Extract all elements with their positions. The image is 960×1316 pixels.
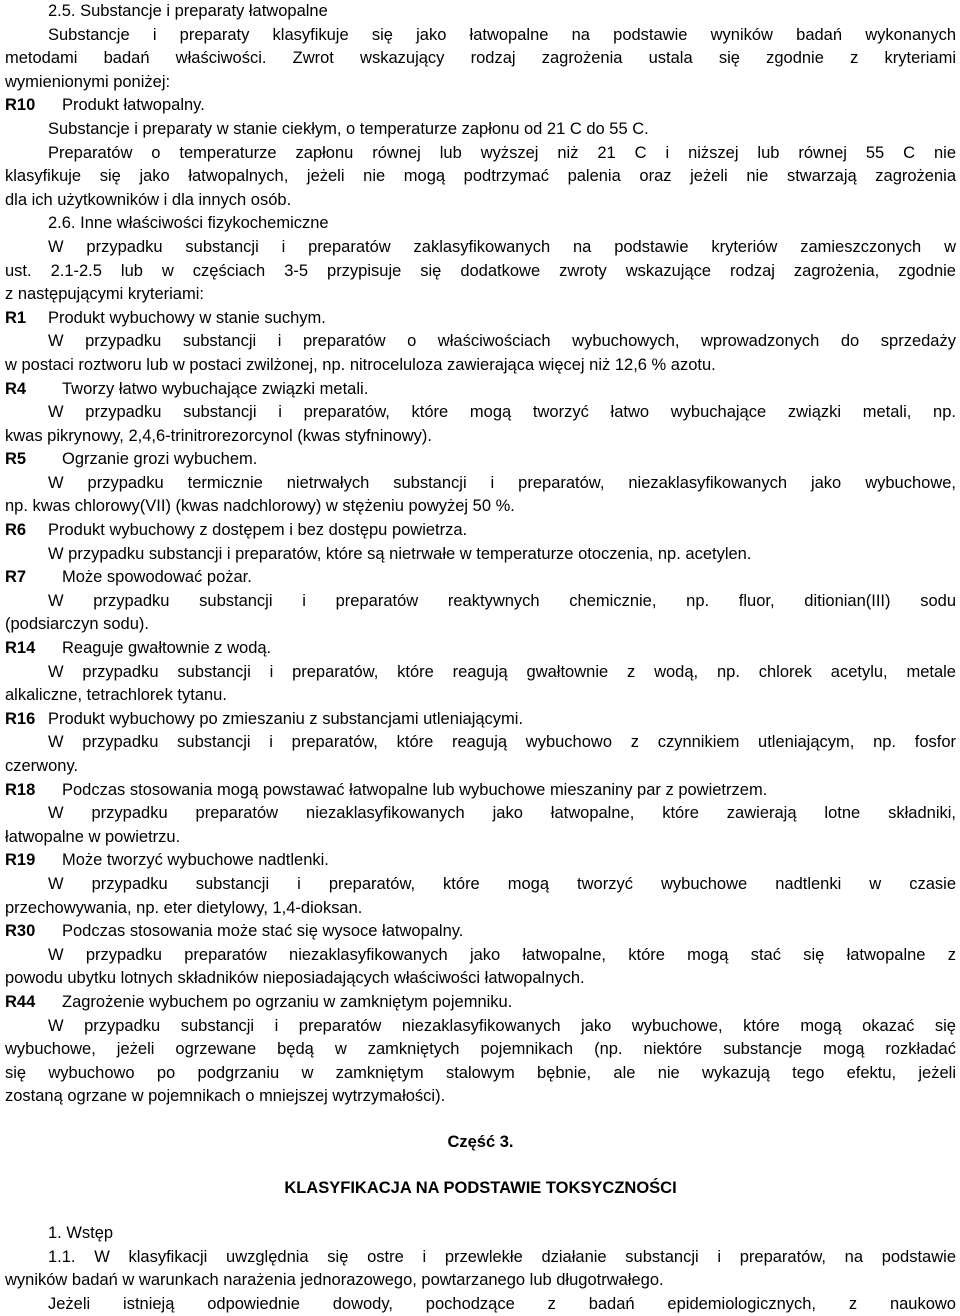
r16-label: Produkt wybuchowy po zmieszaniu z substancjami utleniającymi.	[48, 709, 524, 728]
r10-paragraph-line: dla ich użytkowników i dla innych osób.	[5, 190, 292, 209]
r4-code: R4	[5, 379, 27, 398]
r44-label: Zagrożenie wybuchem po ogrzaniu w zamkniętym pojemniku.	[62, 992, 513, 1011]
r44-paragraph-line: wybuchowe, jeżeli ogrzewane będą w zamkniętych pojemnikach (np. niektóre substancje mogą rozkładać	[5, 1040, 956, 1059]
r7-heading	[5, 566, 956, 590]
r10-paragraph-line: Substancje i preparaty w stanie ciekłym, o temperaturze zapłonu od 21 C do 55 C.	[48, 119, 649, 138]
r14-paragraph-line: W przypadku substancji i preparatów, które reagują gwałtownie z wodą, np. chlorek acetylu, metale	[48, 662, 956, 681]
r4-heading	[5, 378, 956, 402]
r7-label: Może spowodować pożar.	[62, 568, 252, 587]
r18-heading	[5, 779, 956, 803]
r19-label: Może tworzyć wybuchowe nadtlenki.	[62, 851, 329, 870]
r5-label: Ogrzanie grozi wybuchem.	[62, 450, 258, 469]
section-2-6-paragraph-line: ust. 2.1-2.5 lub w częściach 3-5 przypisuje się dodatkowe zwroty wskazujące rodzaj zagrożenia, zgodnie	[5, 261, 956, 280]
r6-code: R6	[5, 521, 27, 540]
r44-paragraph-line: się wybuchowo po podgrzaniu w zamkniętym stalowym bębnie, ale nie wykazują tego efektu, jeżeli	[5, 1063, 956, 1082]
r19-paragraph-line: przechowywania, np. eter dietylowy, 1,4-dioksan.	[5, 898, 363, 917]
r30-code: R30	[5, 922, 36, 941]
r19-code: R19	[5, 851, 36, 870]
r44-paragraph-line: W przypadku substancji i preparatów niezaklasyfikowanych jako wybuchowe, które mogą okazać się	[48, 1016, 956, 1035]
section-1-1-paragraph-line: Jeżeli istnieją odpowiednie dowody, pochodzące z badań epidemiologicznych, z naukowo	[48, 1294, 956, 1313]
r30-paragraph-line: powodu ubytku lotnych składników nieposiadających właściwości łatwopalnych.	[5, 969, 585, 988]
section-2-5-title: 2.5. Substancje i preparaty łatwopalne	[48, 2, 328, 20]
r18-code: R18	[5, 780, 36, 799]
r7-paragraph-line: W przypadku substancji i preparatów reaktywnych chemicznie, np. fluor, ditionian(III) sodu	[48, 591, 956, 610]
r16-heading	[5, 708, 956, 732]
r1-paragraph-line: w postaci roztworu lub w postaci zwilżonej, np. nitroceluloza zawierająca więcej niż 12,6 % azotu.	[5, 355, 716, 374]
r7-code: R7	[5, 568, 27, 587]
part-3-title: Część 3.	[447, 1132, 514, 1151]
r30-label: Podczas stosowania może stać się wysoce łatwopalny.	[62, 922, 464, 941]
r16-code: R16	[5, 709, 36, 728]
r14-label: Reaguje gwałtownie z wodą.	[62, 639, 272, 658]
r5-code: R5	[5, 450, 27, 469]
r14-paragraph-line: alkaliczne, tetrachlorek tytanu.	[5, 686, 227, 705]
r44-code: R44	[5, 992, 36, 1011]
r4-label: Tworzy łatwo wybuchające związki metali.	[62, 379, 369, 398]
r6-label: Produkt wybuchowy z dostępem i bez dostępu powietrza.	[48, 521, 468, 540]
r19-heading	[5, 849, 956, 873]
r1-code: R1	[5, 308, 27, 327]
section-2-5-paragraph-line: metodami badań właściwości. Zwrot wskazujący rodzaj zagrożenia ustala się zgodnie z kryteriami	[5, 49, 956, 68]
r1-paragraph-line: W przypadku substancji i preparatów o właściwościach wybuchowych, wprowadzonych do sprzedaży	[48, 332, 956, 351]
part-3-heading: KLASYFIKACJA NA PODSTAWIE TOKSYCZNOŚCI	[284, 1178, 677, 1197]
r5-paragraph-line: W przypadku termicznie nietrwałych substancji i preparatów, niezaklasyfikowanych jako wybuchowe,	[48, 473, 956, 492]
section-1-title: 1. Wstęp	[48, 1224, 114, 1243]
r44-heading	[5, 991, 956, 1015]
r6-heading	[5, 519, 956, 543]
section-2-5-paragraph-line: wymienionymi poniżej:	[5, 72, 171, 91]
r1-label: Produkt wybuchowy w stanie suchym.	[48, 308, 326, 327]
r18-paragraph-line: łatwopalne w powietrzu.	[5, 827, 181, 846]
r44-paragraph-line: zostaną ogrzane w pojemnikach o mniejszej wytrzymałości).	[5, 1087, 446, 1106]
r7-paragraph-line: (podsiarczyn sodu).	[5, 615, 149, 634]
r1-heading	[5, 307, 956, 331]
section-1-1-paragraph-line: wyników badań w warunkach narażenia jednorazowego, powtarzanego lub długotrwałego.	[5, 1271, 664, 1290]
section-2-5-paragraph-line: Substancje i preparaty klasyfikuje się jako łatwopalne na podstawie wyników badań wykonanych	[48, 25, 956, 44]
r5-heading	[5, 448, 956, 472]
r16-paragraph-line: W przypadku substancji i preparatów, które reagują wybuchowo z czynnikiem utleniającym, np. fosfor	[48, 733, 956, 752]
section-2-6-paragraph-line: W przypadku substancji i preparatów zaklasyfikowanych na podstawie kryteriów zamieszczonych w	[48, 237, 956, 256]
r14-heading	[5, 637, 956, 661]
r10-heading	[5, 94, 956, 118]
r4-paragraph-line: kwas pikrynowy, 2,4,6-trinitrorezorcynol (kwas styfninowy).	[5, 426, 432, 445]
r10-paragraph-line: Preparatów o temperaturze zapłonu równej lub wyższej niż 21 C i niższej lub równej 55 C nie	[48, 143, 956, 162]
r19-paragraph-line: W przypadku substancji i preparatów, które mogą tworzyć wybuchowe nadtlenki w czasie	[48, 874, 956, 893]
section-2-6-paragraph-line: z następującymi kryteriami:	[5, 285, 204, 304]
r10-code: R10	[5, 96, 36, 115]
r18-paragraph-line: W przypadku preparatów niezaklasyfikowanych jako łatwopalne, które zawierają lotne składniki,	[48, 804, 956, 823]
r30-heading	[5, 920, 956, 944]
r10-paragraph-line: klasyfikuje się jako łatwopalnych, jeżeli nie mogą podtrzymać palenia oraz jeżeli nie stwarzają zagrożenia	[5, 167, 956, 186]
r10-label: Produkt łatwopalny.	[62, 96, 205, 115]
section-2-6-title: 2.6. Inne właściwości fizykochemiczne	[48, 214, 329, 233]
r30-paragraph-line: W przypadku preparatów niezaklasyfikowanych jako łatwopalne, które mogą stać się łatwopalne z	[48, 945, 956, 964]
r14-code: R14	[5, 639, 36, 658]
r16-paragraph-line: czerwony.	[5, 757, 79, 775]
r4-paragraph-line: W przypadku substancji i preparatów, które mogą tworzyć łatwo wybuchające związki metali, np.	[48, 403, 956, 422]
section-1-1-paragraph-line: 1.1. W klasyfikacji uwzględnia się ostre i przewlekłe działanie substancji i preparatów, na podstawie	[48, 1247, 956, 1266]
r5-paragraph-line: np. kwas chlorowy(VII) (kwas nadchlorowy) w stężeniu powyżej 50 %.	[5, 497, 515, 516]
r18-label: Podczas stosowania mogą powstawać łatwopalne lub wybuchowe mieszaniny par z powietrzem.	[62, 780, 768, 799]
r6-paragraph-line: W przypadku substancji i preparatów, które są nietrwałe w temperaturze otoczenia, np. acetylen.	[48, 544, 752, 563]
